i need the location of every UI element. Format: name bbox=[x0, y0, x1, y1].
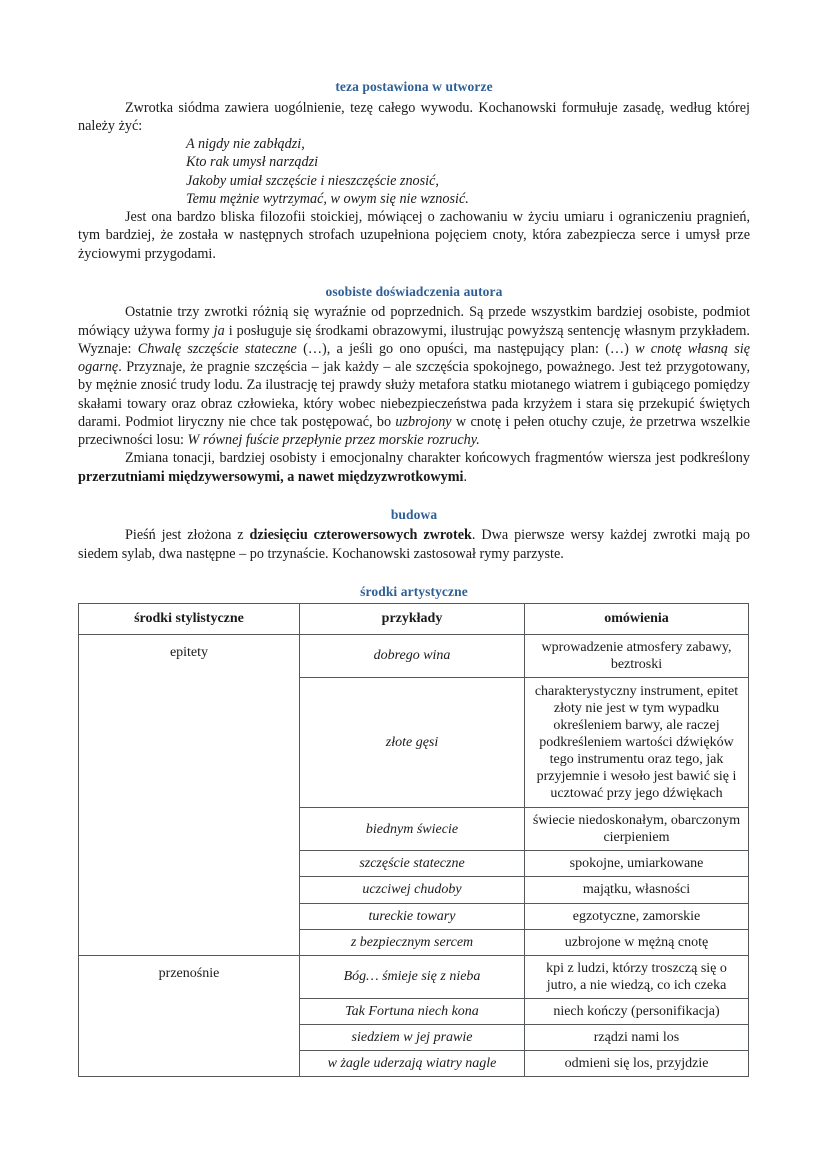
explanation-cell: wprowadzenie atmosfery zabawy, beztroski bbox=[525, 634, 749, 677]
paragraph-teza-intro bbox=[78, 99, 750, 136]
table-row bbox=[79, 955, 749, 998]
column-header-devices: środki stylistyczne bbox=[79, 604, 300, 634]
verse-line: Temu mężnie wytrzymać, w owym się nie wznosić. bbox=[186, 190, 469, 207]
column-header-explanations: omówienia bbox=[525, 604, 749, 634]
run-text: Ostatnie trzy zwrotki różnią się wyraźnie od poprzednich. Są przede wszystkim bardziej osobiste, podmiot mówiący używa formy bbox=[78, 304, 750, 339]
explanation-cell: majątku, własności bbox=[525, 877, 749, 903]
category-cell-epitety: epitety bbox=[79, 634, 300, 955]
example-cell: Tak Fortuna niech kona bbox=[300, 998, 525, 1024]
example-cell: tureckie towary bbox=[300, 903, 525, 929]
run-text: w cnotę i pełen otuchy czuje, że przetrwa wszelkie przeciwności losu: bbox=[78, 413, 750, 449]
run-italic: uzbrojony bbox=[395, 413, 452, 430]
column-header-examples: przykłady bbox=[300, 604, 525, 634]
example-cell: biednym świecie bbox=[300, 808, 525, 851]
example-cell: złote gęsi bbox=[300, 677, 525, 808]
example-cell: uczciwej chudoby bbox=[300, 877, 525, 903]
run-italic: w cnotę własną się ogarnę bbox=[78, 340, 750, 376]
run-bold: przerzutniami międzywersowymi, a nawet międzyzwrotkowymi bbox=[78, 468, 464, 485]
paragraph-budowa bbox=[78, 526, 750, 563]
verse-line: Kto rak umysł narządzi bbox=[186, 154, 319, 171]
run-text: i posługuje się środkami obrazowymi, ilustrując powyższą sentencję własnym przykładem. Wyznaje: bbox=[78, 322, 750, 357]
explanation-cell: uzbrojone w mężną cnotę bbox=[525, 929, 749, 955]
run-italic: W równej fuście przepłynie przez morskie rozruchy. bbox=[187, 432, 480, 449]
example-cell: w żagle uderzają wiatry nagle bbox=[300, 1051, 525, 1077]
section-heading-teza: teza postawiona w utworze bbox=[335, 79, 493, 94]
explanation-cell: odmieni się los, przyjdzie bbox=[525, 1051, 749, 1077]
category-cell-przenosnie: przenośnie bbox=[79, 955, 300, 1076]
verse-block-teza bbox=[78, 135, 750, 208]
artistic-devices-table bbox=[78, 603, 749, 1077]
run-italic: ja bbox=[213, 322, 225, 339]
run-italic: Chwalę szczęście stateczne bbox=[137, 340, 297, 357]
explanation-cell: kpi z ludzi, którzy troszczą się o jutro, a nie wiedzą, co ich czeka bbox=[525, 955, 749, 998]
table-header-row bbox=[79, 604, 749, 634]
example-cell: z bezpiecznym sercem bbox=[300, 929, 525, 955]
example-cell: szczęście stateczne bbox=[300, 851, 525, 877]
example-cell: dobrego wina bbox=[300, 634, 525, 677]
explanation-cell: charakterystyczny instrument, epitet złoty nie jest w tym wypadku określeniem barwy, ale raczej podkreśleniem wartości dźwięków tego instrumentu oraz tego, jak przyjemnie i wesoło jest bawić się i ucztować przy jego dźwiękach bbox=[525, 677, 749, 808]
paragraph-text: Zwrotka siódma zawiera uogólnienie, tezę całego wywodu. Kochanowski formułuje zasadę, według której należy żyć: bbox=[78, 99, 750, 134]
section-heading-osobiste: osobiste doświadczenia autora bbox=[325, 283, 503, 299]
run-text: Pieśń jest złożona z bbox=[125, 527, 250, 544]
section-spacer bbox=[78, 563, 750, 583]
run-text: (…), a jeśli go ono opuści, ma następujący plan: (…) bbox=[296, 340, 636, 357]
explanation-cell: rządzi nami los bbox=[525, 1024, 749, 1050]
table-row bbox=[79, 634, 749, 677]
example-cell: siedziem w jej prawie bbox=[300, 1024, 525, 1050]
run-text: Zmiana tonacji, bardziej osobisty i emocjonalny charakter końcowych fragmentów wiersza jest podkreślony bbox=[125, 450, 750, 467]
explanation-cell: spokojne, umiarkowane bbox=[525, 851, 749, 877]
run-text: . bbox=[463, 468, 468, 485]
paragraph-osobiste-zmiana bbox=[78, 449, 750, 486]
example-cell: Bóg… śmieje się z nieba bbox=[300, 955, 525, 998]
explanation-cell: niech kończy (personifikacja) bbox=[525, 998, 749, 1024]
section-heading-budowa: budowa bbox=[390, 506, 438, 522]
paragraph-teza-stoicyzm bbox=[78, 208, 750, 263]
section-spacer bbox=[78, 486, 750, 506]
run-text: . Dwa pierwsze wersy każdej zwrotki mają po siedem sylab, dwa następne – po trzynaście. Kochanowski zastosował rymy parzyste. bbox=[78, 527, 750, 562]
explanation-cell: egzotyczne, zamorskie bbox=[525, 903, 749, 929]
verse-line: Jakoby umiał szczęście i nieszczęście znosić, bbox=[186, 172, 439, 189]
explanation-cell: świecie niedoskonałym, obarczonym cierpieniem bbox=[525, 808, 749, 851]
run-bold: dziesięciu czterowersowych zwrotek bbox=[249, 527, 472, 544]
verse-line: A nigdy nie zabłądzi, bbox=[186, 136, 305, 153]
section-spacer bbox=[78, 263, 750, 283]
paragraph-text: Jest ona bardzo bliska filozofii stoickiej, mówiącej o zachowaniu w życiu umiaru i ograniczeniu pragnień, tym bardziej, że została w następnych strofach uzupełniona pojęciem cnoty, która zabezpiecza serce i umysł prze życiowymi przygodami. bbox=[78, 209, 750, 262]
run-text: . Przyznaje, że pragnie szczęścia – jak każdy – ale szczęścia spokojnego, poważnego. Jest też przygotowany, by mężnie znosić trudy lodu. Za ilustrację tej prawdy służy metafora statku miotanego wiatrem i gubiącego pomiędzy skałami towary oraz obraz człowieka, który wobec niebezpieczeństwa pada krzyżem i stara się przekupić świętych darami. Podmiot liryczny nie chce tak postępować, bo bbox=[78, 359, 750, 430]
section-heading-srodki-artystyczne: środki artystyczne bbox=[360, 583, 468, 599]
paragraph-osobiste-main bbox=[78, 303, 750, 449]
